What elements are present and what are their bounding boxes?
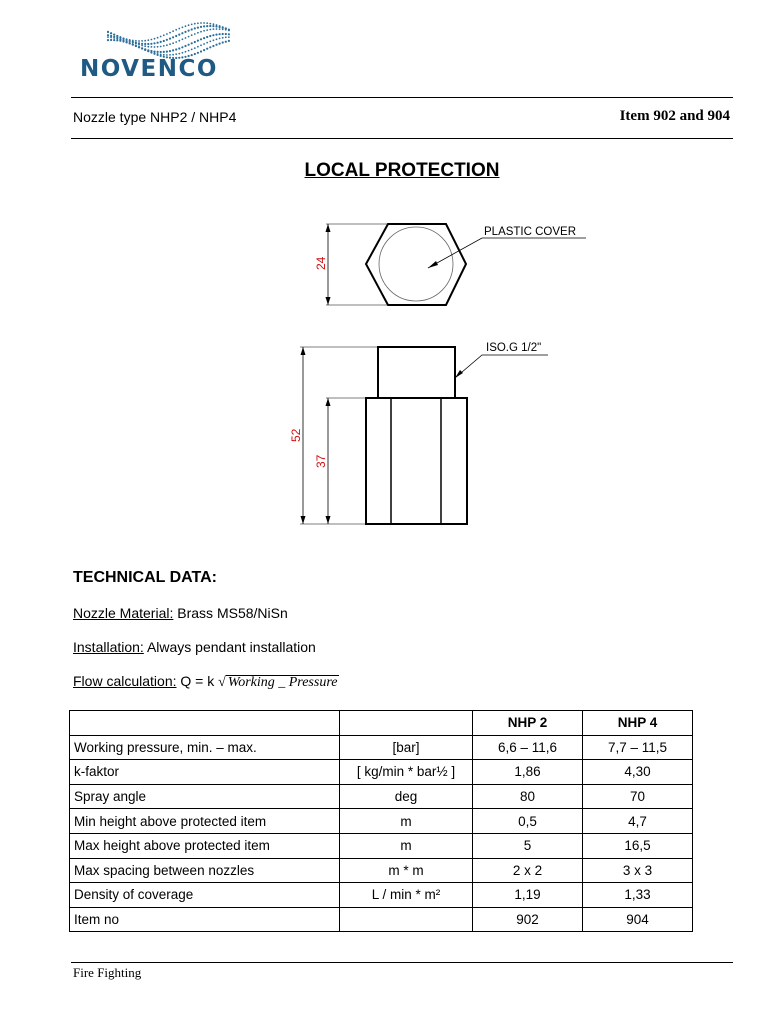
nozzle-thread-section (378, 347, 455, 398)
nozzle-material-line (73, 605, 288, 621)
table-row (70, 883, 693, 908)
unit-cell: m (340, 809, 473, 834)
value-cell: 2 x 2 (473, 858, 583, 883)
header-rule-top (71, 97, 733, 98)
plastic-cover-circle (379, 227, 453, 301)
nozzle-material-value: Brass MS58/NiSn (173, 605, 288, 621)
value-cell: 7,7 – 11,5 (583, 735, 693, 760)
nozzle-material-label: Nozzle Material: (73, 605, 174, 621)
nozzle-drawing (280, 205, 600, 535)
parameter-cell: Spray angle (70, 784, 340, 809)
unit-cell (340, 907, 473, 932)
parameter-cell: Min height above protected item (70, 809, 340, 834)
dimension-hex-label: 24 (314, 256, 328, 270)
flow-formula-radicand: Working _ Pressure (227, 675, 338, 690)
table-header-cell: NHP 2 (473, 711, 583, 736)
parameter-cell: Working pressure, min. – max. (70, 735, 340, 760)
footer-rule (71, 962, 733, 963)
value-cell: 70 (583, 784, 693, 809)
table-row (70, 809, 693, 834)
installation-value: Always pendant installation (143, 639, 316, 655)
value-cell: 1,19 (473, 883, 583, 908)
table-row (70, 907, 693, 932)
dimension-body-label: 37 (314, 454, 328, 468)
parameter-cell: k-faktor (70, 760, 340, 785)
unit-cell: m (340, 833, 473, 858)
table-header-row (70, 711, 693, 736)
technical-data-heading: TECHNICAL DATA: (73, 569, 217, 586)
table-row (70, 735, 693, 760)
value-cell: 6,6 – 11,6 (473, 735, 583, 760)
value-cell: 4,7 (583, 809, 693, 834)
value-cell: 5 (473, 833, 583, 858)
unit-cell: deg (340, 784, 473, 809)
parameter-cell: Max height above protected item (70, 833, 340, 858)
nozzle-body (366, 398, 467, 524)
parameter-cell: Item no (70, 907, 340, 932)
item-reference: Item 902 and 904 (619, 108, 730, 124)
unit-cell: m * m (340, 858, 473, 883)
nozzle-type: Nozzle type NHP2 / NHP4 (73, 109, 237, 125)
flow-calculation-line (73, 673, 339, 691)
sqrt-sign: √ (218, 675, 226, 690)
unit-cell: [bar] (340, 735, 473, 760)
value-cell: 3 x 3 (583, 858, 693, 883)
plastic-cover-label: PLASTIC COVER (484, 226, 577, 238)
installation-line (73, 639, 316, 655)
table-header-cell (340, 711, 473, 736)
value-cell: 0,5 (473, 809, 583, 834)
thread-leader (455, 355, 548, 378)
header-rule-bottom (71, 138, 733, 139)
installation-label: Installation: (73, 639, 144, 655)
unit-cell: [ kg/min * bar½ ] (340, 760, 473, 785)
table-header-cell: NHP 4 (583, 711, 693, 736)
page-title: LOCAL PROTECTION (304, 160, 500, 181)
hexagon-top-view (366, 224, 466, 305)
table-header-cell (70, 711, 340, 736)
value-cell: 1,86 (473, 760, 583, 785)
technical-data-table (69, 710, 693, 932)
table-row (70, 858, 693, 883)
parameter-cell: Density of coverage (70, 883, 340, 908)
value-cell: 4,30 (583, 760, 693, 785)
table-row (70, 784, 693, 809)
footer-text: Fire Fighting (73, 965, 142, 980)
dimension-total-label: 52 (289, 428, 303, 442)
table-row (70, 760, 693, 785)
value-cell: 80 (473, 784, 583, 809)
value-cell: 902 (473, 907, 583, 932)
thread-label: ISO.G 1/2" (486, 342, 542, 354)
company-logo-text: NOVENCO (80, 56, 218, 82)
unit-cell: L / min * m² (340, 883, 473, 908)
flow-calculation-label: Flow calculation: (73, 673, 177, 689)
value-cell: 1,33 (583, 883, 693, 908)
table-row (70, 833, 693, 858)
parameter-cell: Max spacing between nozzles (70, 858, 340, 883)
flow-formula-prefix: Q = k (176, 673, 219, 689)
value-cell: 904 (583, 907, 693, 932)
value-cell: 16,5 (583, 833, 693, 858)
